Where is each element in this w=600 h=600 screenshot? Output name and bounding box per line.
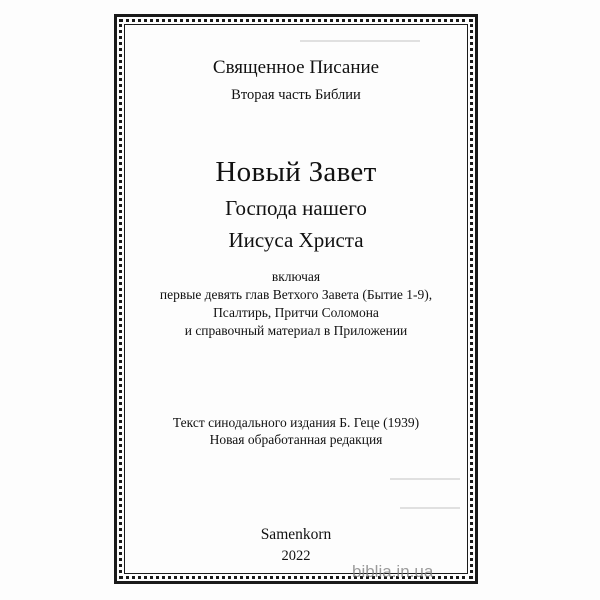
including-label: включая xyxy=(271,269,321,284)
edition-info-line-1: Текст синодального издания Б. Геце (1939) xyxy=(172,415,420,430)
series-subtitle: Вторая часть Библии xyxy=(231,87,361,103)
including-line: первые девять глав Ветхого Завета (Бытие 1-9), xyxy=(159,287,433,302)
edition-info-line-2: Новая обработанная редакция xyxy=(209,432,383,447)
publication-year: 2022 xyxy=(281,548,311,564)
main-subtitle-line-1: Господа нашего xyxy=(225,196,367,220)
including-line: и справочный материал в Приложении xyxy=(184,323,408,338)
publisher-name: Samenkorn xyxy=(260,526,332,543)
series-title: Священное Писание xyxy=(212,57,380,78)
main-title: Новый Завет xyxy=(215,156,377,188)
including-line: Псалтирь, Притчи Соломона xyxy=(213,305,379,320)
main-subtitle-line-2: Иисуса Христа xyxy=(228,228,364,252)
watermark: biblia.in.ua xyxy=(352,562,434,581)
